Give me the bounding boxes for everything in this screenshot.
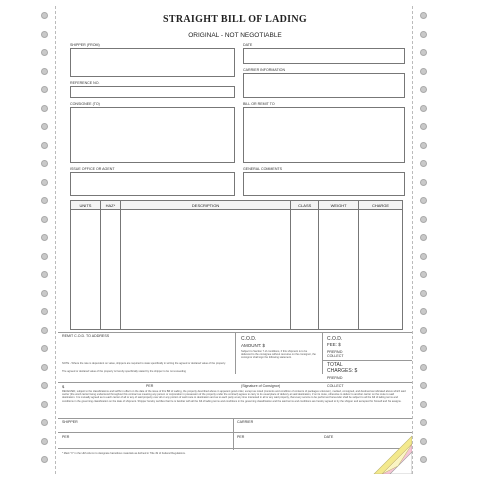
pinfeed-hole xyxy=(41,160,48,167)
description-cell[interactable] xyxy=(120,210,290,330)
right-pinfeed-strip xyxy=(412,6,434,474)
pinfeed-hole xyxy=(420,197,427,204)
column-header-charge: CHARGE xyxy=(359,201,403,210)
date-field[interactable] xyxy=(243,48,405,64)
pinfeed-hole xyxy=(41,123,48,130)
haz-cell[interactable] xyxy=(100,210,120,330)
cod-divider-1 xyxy=(235,332,236,374)
freight-items-table xyxy=(70,200,403,330)
carrier-information-label: CARRIER INFORMATION xyxy=(243,68,286,72)
cod-amount-label: AMOUNT: $ xyxy=(241,343,266,348)
form-title: STRAIGHT BILL OF LADING xyxy=(163,14,307,25)
total-charges-label: CHARGES: $ xyxy=(327,368,358,374)
shipper-signature-label: SHIPPER xyxy=(62,420,78,424)
cod-divider-2 xyxy=(322,332,323,374)
column-header-class: CLASS xyxy=(291,201,319,210)
pinfeed-hole xyxy=(41,234,48,241)
general-comments-label: GENERAL COMMENTS xyxy=(243,167,283,171)
signature-date-label: DATE xyxy=(324,435,334,439)
pinfeed-hole xyxy=(41,31,48,38)
pinfeed-hole xyxy=(420,345,427,352)
hazmat-footnote: * Mark "X" in the HM column to designate hazardous materials as defined in Title 49 of Federal Regulations. xyxy=(62,452,186,455)
pinfeed-hole xyxy=(41,253,48,260)
pinfeed-hole xyxy=(420,86,427,93)
bill-or-remit-to-label: BILL OR REMIT TO xyxy=(243,102,275,106)
consignee-to-field[interactable] xyxy=(70,107,235,163)
class-cell[interactable] xyxy=(291,210,319,330)
pinfeed-hole xyxy=(420,438,427,445)
column-header-weight: WEIGHT xyxy=(319,201,359,210)
pinfeed-hole xyxy=(41,271,48,278)
cod-fee-label: FEE: $ xyxy=(327,342,341,347)
signature-bottom-rule xyxy=(58,448,412,449)
pinfeed-hole xyxy=(420,179,427,186)
carbonless-copies-corner xyxy=(368,426,412,474)
declared-value-text: The agreed or declared value of the property is hereby specifically stated by the shipper to be not exceeding xyxy=(62,370,186,373)
pinfeed-hole xyxy=(41,382,48,389)
shipper-from-field[interactable] xyxy=(70,48,235,77)
pinfeed-hole xyxy=(420,105,427,112)
collect-2-label: COLLECT xyxy=(327,384,344,388)
carrier-information-field[interactable] xyxy=(243,73,405,98)
pinfeed-hole xyxy=(41,179,48,186)
pinfeed-hole xyxy=(41,364,48,371)
pinfeed-hole xyxy=(41,105,48,112)
units-cell[interactable] xyxy=(71,210,101,330)
shipper-from-label: SHIPPER (FROM) xyxy=(70,43,100,47)
pinfeed-hole xyxy=(420,419,427,426)
pinfeed-hole xyxy=(420,31,427,38)
pinfeed-hole xyxy=(41,345,48,352)
consignee-to-label: CONSIGNEE (TO) xyxy=(70,102,100,106)
general-comments-field[interactable] xyxy=(243,172,405,196)
column-header-units: UNITS xyxy=(71,201,101,210)
pinfeed-hole xyxy=(420,160,427,167)
left-pinfeed-strip xyxy=(34,6,56,474)
pinfeed-hole xyxy=(420,234,427,241)
pinfeed-hole xyxy=(420,123,427,130)
prepaid-2-label: PREPAID xyxy=(327,376,343,380)
shipper-per-label: PER xyxy=(62,435,70,439)
signature-divider xyxy=(233,418,234,450)
signature-mid-rule xyxy=(58,432,412,433)
issue-office-field[interactable] xyxy=(70,172,235,196)
bill-of-lading-form xyxy=(58,6,412,474)
column-header-description: DESCRIPTION xyxy=(120,201,290,210)
pinfeed-hole xyxy=(420,456,427,463)
pinfeed-hole xyxy=(41,327,48,334)
table-row[interactable] xyxy=(71,210,403,330)
bill-or-remit-to-field[interactable] xyxy=(243,107,405,163)
pinfeed-hole xyxy=(420,68,427,75)
pinfeed-hole xyxy=(41,290,48,297)
charges-rule xyxy=(322,360,412,361)
pinfeed-hole xyxy=(420,290,427,297)
pinfeed-hole xyxy=(41,49,48,56)
pinfeed-hole xyxy=(41,197,48,204)
pinfeed-hole xyxy=(41,438,48,445)
pinfeed-hole xyxy=(420,253,427,260)
pinfeed-hole xyxy=(420,12,427,19)
value-note: NOTE - Where the rate is dependent on value, shippers are required to state specifically in writing the agreed or declared value of the property. xyxy=(62,362,226,365)
pinfeed-hole xyxy=(420,142,427,149)
column-header-haz: HAZ* xyxy=(100,201,120,210)
date-label: DATE xyxy=(243,43,253,47)
form-subtitle: ORIGINAL - NOT NEGOTIABLE xyxy=(188,32,282,39)
declared-value-rule xyxy=(58,382,412,383)
weight-cell[interactable] xyxy=(319,210,359,330)
pinfeed-hole xyxy=(420,382,427,389)
cod-subject-text: Subject to Section 7 of conditions, if this shipment is to be delivered to the consignee without recourse on the consignor, the consignor shall sign the following statement. xyxy=(241,350,316,360)
carrier-signature-label: CARRIER xyxy=(237,420,254,424)
pinfeed-hole xyxy=(41,68,48,75)
cod-amount-heading: C.O.D. xyxy=(241,336,257,342)
pinfeed-hole xyxy=(420,364,427,371)
prepaid-1-label: PREPAID xyxy=(327,350,343,354)
dollar-sign: $ xyxy=(62,384,65,389)
reference-no-field[interactable] xyxy=(70,86,235,98)
pinfeed-hole xyxy=(420,216,427,223)
pinfeed-hole xyxy=(41,142,48,149)
total-charges-heading: TOTAL xyxy=(327,362,343,368)
terms-fine-print: RECEIVED, subject to the classifications and tariffs in effect on the date of the issue of this Bill of Lading, the property described above in apparent good order, except as noted (contents and condition of contents of packages unknown), marked, consigned, and destined as indicated above which said carrier (the word carrier being understood throughout this contract as meaning any person or corporation in possession of the property under the contract) agrees to carry to its usual place of delivery at said destination, if on its route, otherwise to deliver to another carrier on the route to said destination. It is mutually agreed as to each carrier of all or any of said property over all or any portion of said route to destination and as to each party at any time interested in all or any said property, that every service to be performed hereunder shall be subject to all the bill of lading terms and conditions in the governing classification on the date of shipment. Shipper hereby certifies that he is familiar with all the bill of lading terms and conditions in the governing classification and the said terms and conditions are hereby agreed to by the shipper and accepted for himself and his assigns. xyxy=(62,390,406,403)
pinfeed-hole xyxy=(41,308,48,315)
carrier-per-label: PER xyxy=(237,435,245,439)
pinfeed-hole xyxy=(420,308,427,315)
pinfeed-hole xyxy=(41,216,48,223)
pinfeed-hole xyxy=(420,327,427,334)
pinfeed-hole xyxy=(420,271,427,278)
collect-1-label: COLLECT xyxy=(327,354,344,358)
consignor-signature-label: (Signature of Consignor) xyxy=(241,384,281,388)
remit-cod-label: REMIT C.O.D. TO ADDRESS xyxy=(62,334,110,338)
cod-fee-heading: C.O.D. xyxy=(327,336,343,342)
charge-cell[interactable] xyxy=(359,210,403,330)
pinfeed-hole xyxy=(420,401,427,408)
pinfeed-hole xyxy=(41,419,48,426)
pinfeed-hole xyxy=(41,86,48,93)
signature-top-rule xyxy=(58,418,412,419)
reference-no-label: REFERENCE NO. xyxy=(70,81,100,85)
pinfeed-hole xyxy=(420,49,427,56)
pinfeed-hole xyxy=(41,12,48,19)
pinfeed-hole xyxy=(41,456,48,463)
per-label: PER xyxy=(146,384,154,388)
issue-office-label: ISSUE OFFICE OR AGENT xyxy=(70,167,115,171)
pinfeed-hole xyxy=(41,401,48,408)
